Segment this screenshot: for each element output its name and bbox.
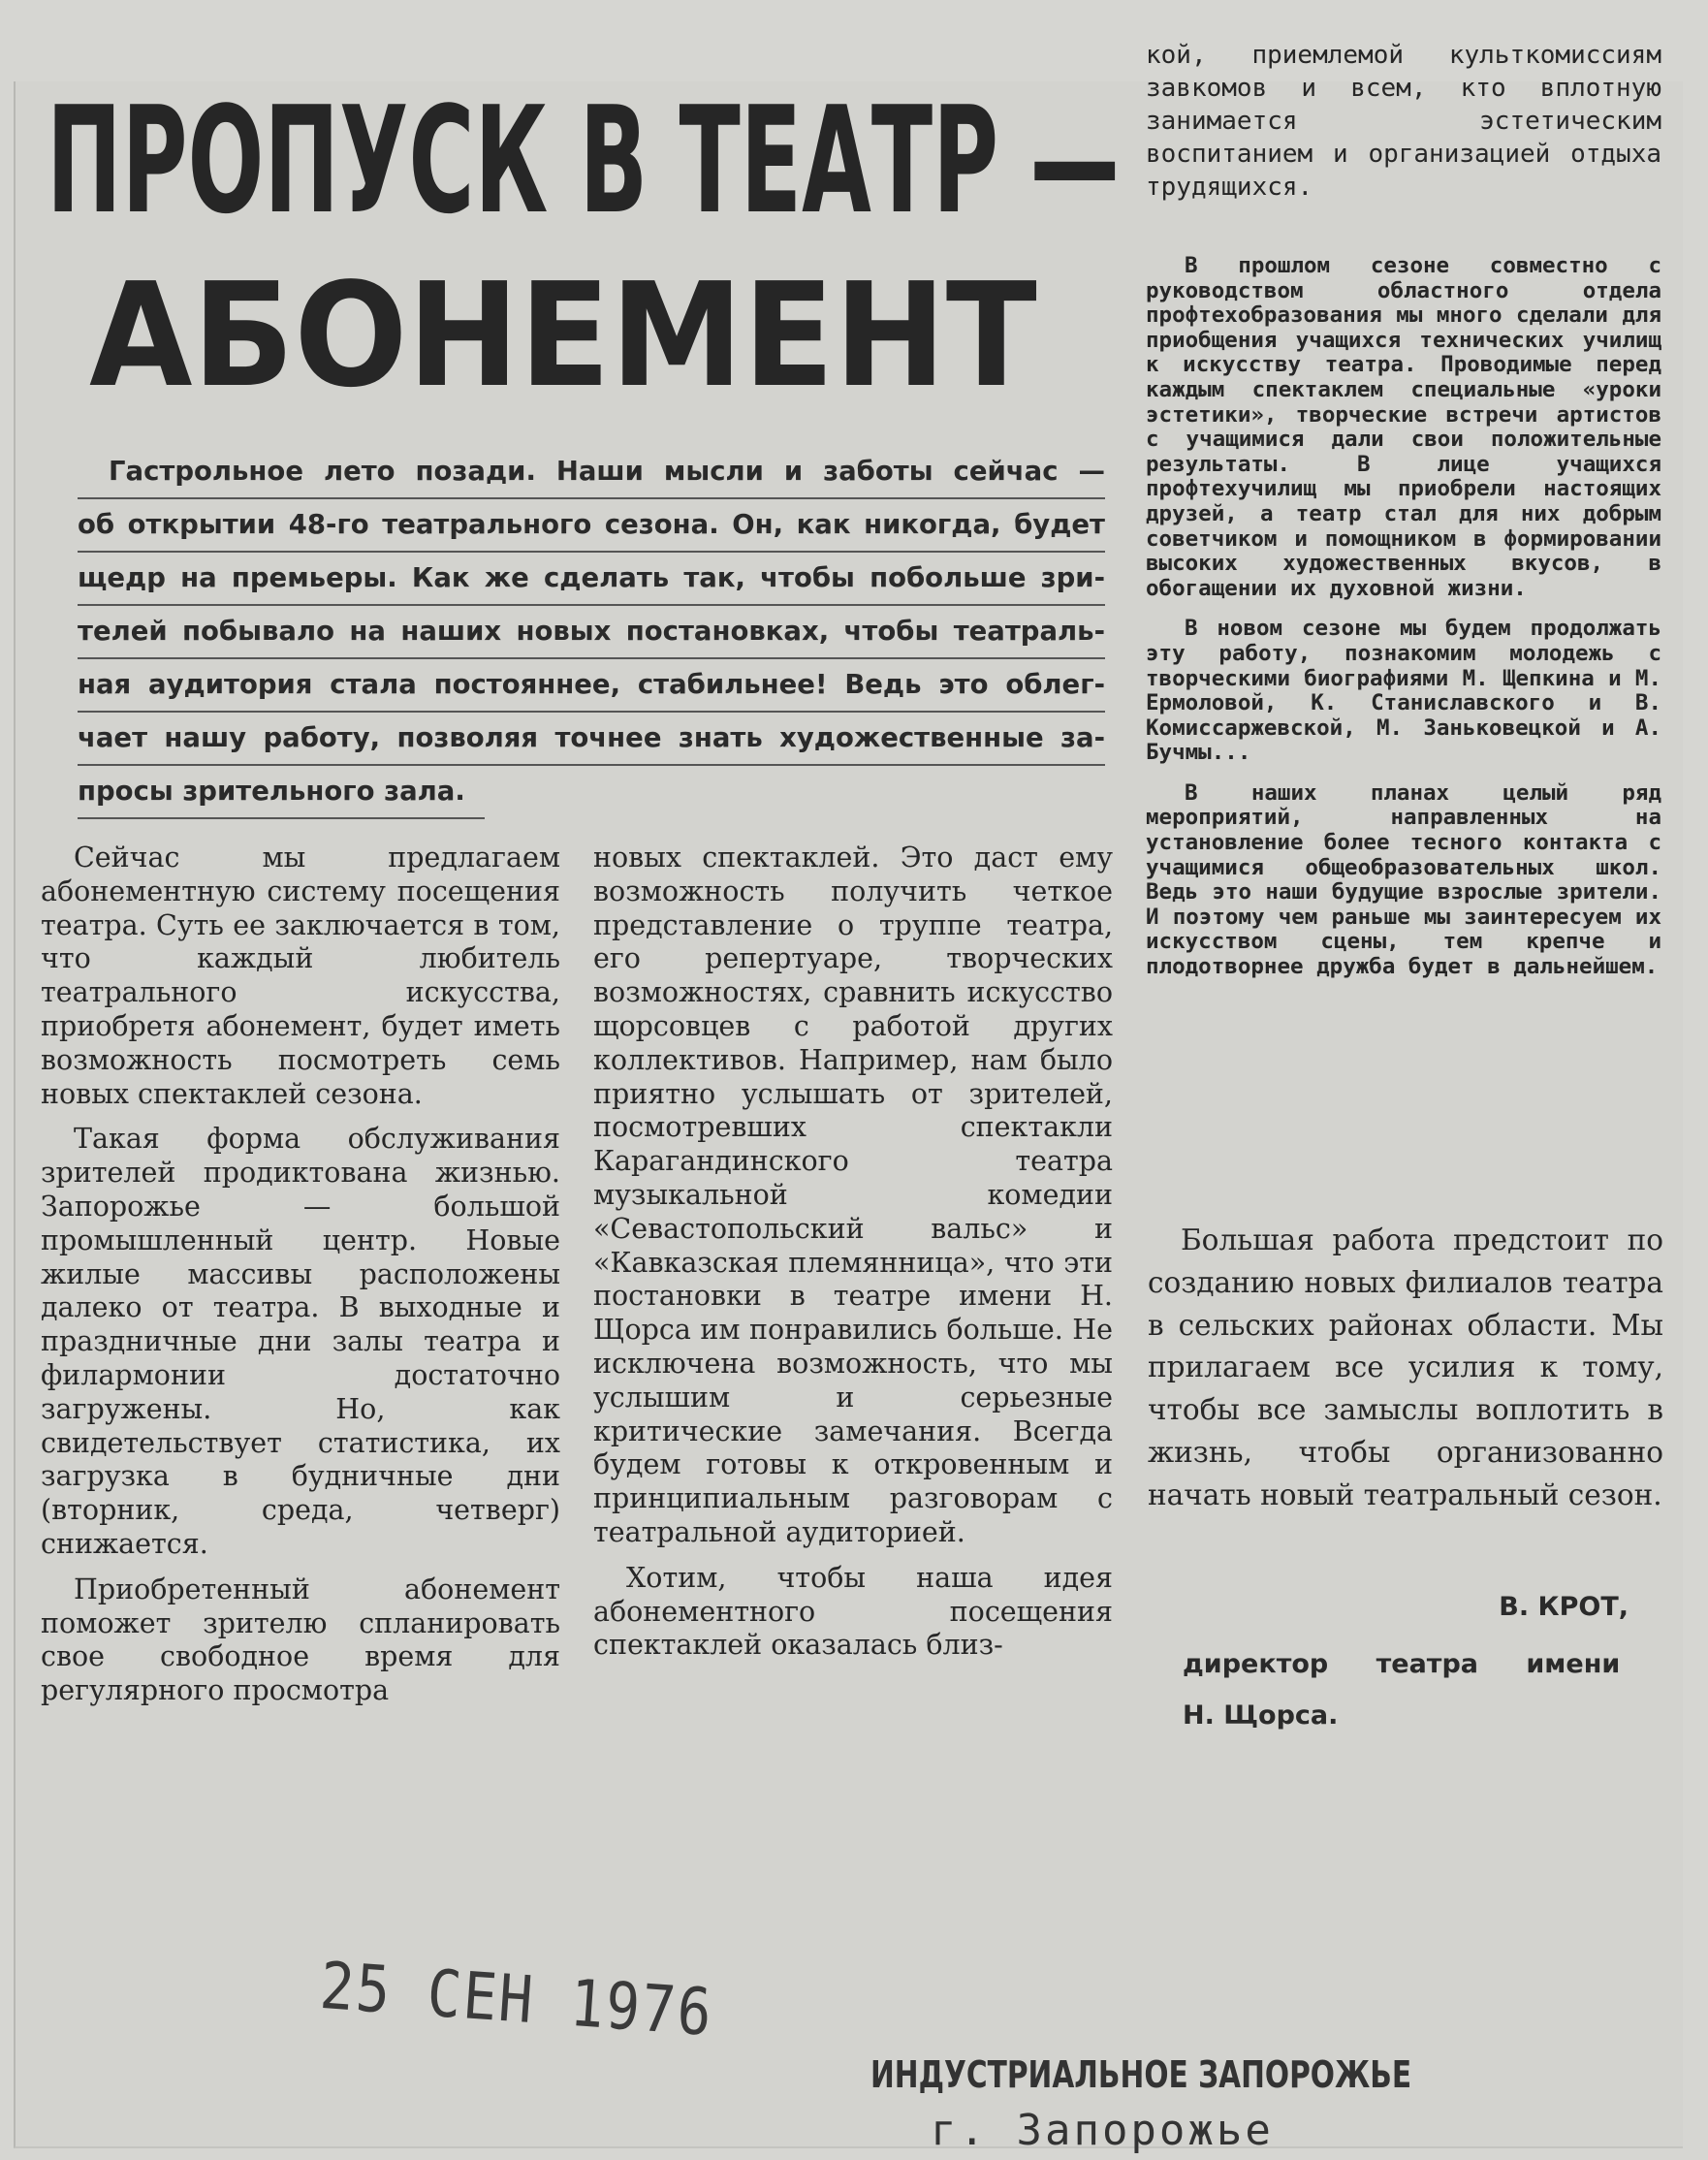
headline-line-1: ПРОПУСК В ТЕАТР —: [47, 75, 1121, 246]
date-stamp: 25 СЕН 1976: [317, 1947, 716, 2051]
article-column-3-top: [1146, 39, 1661, 204]
author-signature: [1183, 1592, 1648, 1731]
paragraph: Приобретенный абонемент поможет зрителю спланировать свое свободное время для регулярного просмотра: [41, 1572, 560, 1707]
lead-line: чает нашу работу, позволяя точнее знать художественные за-: [78, 713, 1105, 766]
lead-line: щедр на премьеры. Как же сделать так, чтобы побольше зри-: [78, 553, 1105, 606]
paragraph: Сейчас мы предлагаем абонементную систему посещения театра. Суть ее заключается в том, что каждый любитель театрального искусства, приобретя абонемент, будет иметь возможность посмотреть семь новых спектаклей сезона.: [41, 842, 560, 1110]
paragraph: кой, приемлемой культкомиссиям завкомов и всем, кто вплотную занимается эстетическим воспитанием и организацией отдыха трудящихся.: [1146, 41, 1661, 202]
author-name: В. КРОТ,: [1499, 1592, 1629, 1622]
paragraph: новых спектаклей. Это даст ему возможность получить четкое представление о труппе театра, его репертуаре, творческих возможностях, сравнить искусство щорсовцев с работой других коллективов. Например, нам было приятно услышать от зрителей, посмотревших спектакли Карагандинского театра музыкальной комедии «Севастопольский вальс» и «Кавказская племянница», что эти постановки в театре имени Н. Щорса им понравились больше. Не исключена возможность, что мы услышим и серьезные критические замечания. Всегда будем готовы к откровенным и принципиальным разговорам с театральной аудиторией.: [593, 842, 1113, 1548]
author-theatre: Н. Щорса.: [1183, 1700, 1339, 1731]
headline-line-2: АБОНЕМЕНТ: [89, 252, 1037, 419]
paragraph: Такая форма обслуживания зрителей продиктована жизнью. Запорожье — большой промышленный центр. Новые жилые массивы расположены далеко от театра. В выходные и праздничные дни залы театра и филармонии достаточно загружены. Но, как свидетельствует статистика, их загрузка в будничные дни (вторник, среда, четверг) снижается.: [41, 1123, 560, 1560]
lead-line: ная аудитория стала постояннее, стабильнее! Ведь это облег-: [78, 659, 1105, 713]
lead-line: Гастрольное лето позади. Наши мысли и заботы сейчас —: [78, 446, 1105, 499]
paragraph: В новом сезоне мы будем продолжать эту работу, познакомим молодежь с творческими биографиями М. Щепкина и М. Ермоловой, К. Станиславского и В. Комиссаржевской, М. Заньковецкой и А. Бучмы...: [1146, 616, 1661, 766]
city-stamp: г. Запорожье: [931, 2106, 1274, 2155]
article-column-3-bottom: [1148, 1220, 1663, 1529]
paragraph: В прошлом сезоне совместно с руководством областного отдела профтехобразования мы много сделали для приобщения учащихся технических училищ к искусству театра. Проводимые перед каждым спектаклем специальные «уроки эстетики», творческие встречи артистов с учащимися дали свои положительные результаты. В лице учащихся профтехучилищ мы приобрели настоящих друзей, а театр стал для них добрым советчиком и помощником в формировании высоких художественных вкусов, в обогащении их духовной жизни.: [1146, 253, 1661, 601]
author-title: директор театра имени: [1183, 1649, 1621, 1679]
paragraph: Хотим, чтобы наша идея абонементного посещения спектаклей оказалась близ-: [593, 1561, 1113, 1662]
article-column-1: [41, 842, 560, 1720]
paragraph: В наших планах целый ряд мероприятий, направленных на установление более тесного контакта с учащимися общеобразовательных школ. Ведь это наши будущие взрослые зрители. И поэтому чем раньше мы заинтересуем их искусством сцены, тем крепче и плодотворнее дружба будет в дальнейшем.: [1146, 779, 1661, 980]
lead-line: телей побывало на наших новых постановках, чтобы театраль-: [78, 606, 1105, 659]
lead-paragraph: [78, 446, 1105, 819]
newspaper-name-stamp: ИНДУСТРИАЛЬНОЕ ЗАПОРОЖЬЕ: [870, 2053, 1412, 2096]
article-column-3-middle: [1146, 254, 1661, 996]
lead-line: об открытии 48-го театрального сезона. Он, как никогда, будет: [78, 499, 1105, 553]
article-column-2: [593, 842, 1113, 1674]
paragraph: Большая работа предстоит по созданию новых филиалов театра в сельских районах области. Мы прилагаем все усилия к тому, чтобы все замыслы воплотить в жизнь, чтобы организованно начать новый театральный сезон.: [1148, 1223, 1663, 1511]
lead-line: просы зрительного зала.: [78, 766, 485, 819]
